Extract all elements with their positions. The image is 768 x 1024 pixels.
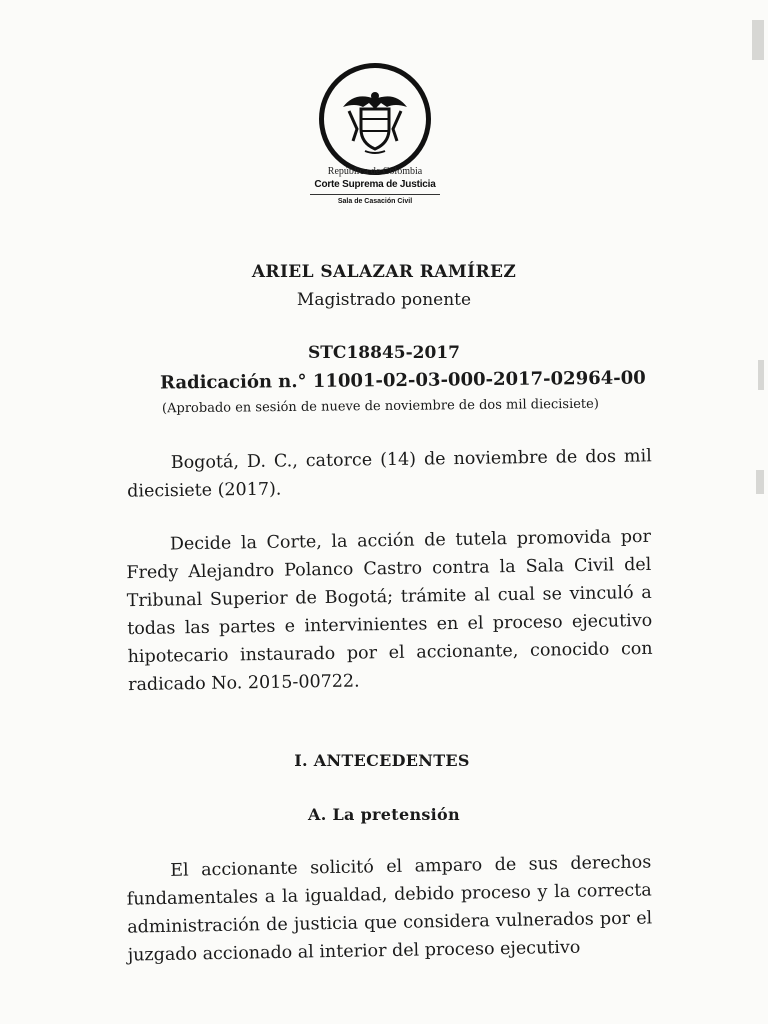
case-number: STC18845-2017 — [308, 343, 460, 363]
header-rule — [310, 194, 440, 195]
approval-note: (Aprobado en sesión de nueve de noviembre de dos mil diecisiete) — [161, 396, 599, 417]
scan-edge-artifact — [752, 20, 764, 60]
claim-paragraph — [126, 848, 653, 969]
magistrate-role: Magistrado ponente — [296, 290, 472, 310]
scan-edge-artifact — [756, 470, 764, 494]
section-heading-antecedentes: I. ANTECEDENTES — [294, 751, 470, 770]
date-text: Bogotá, D. C., catorce (14) de noviembre de dos mil diecisiete (2017). — [127, 446, 652, 502]
radicacion-number: Radicación n.° 11001-02-03-000-2017-02964-00 — [159, 367, 646, 394]
chamber-name: Sala de Casación Civil — [337, 198, 413, 205]
decision-text: Decide la Corte, la acción de tutela promovida por Fredy Alejandro Polanco Castro contra la Sala Civil del Tribunal Superior de Bogotá; trámite al cual se vinculó a todas las partes e intervinientes en el proceso ejecutivo hipotecario instaurado por el accionante, conocido con radicado No. 2015-00722. — [126, 526, 653, 696]
scan-edge-artifact — [758, 360, 764, 390]
subsection-heading-pretension: A. La pretensión — [308, 805, 460, 824]
court-header — [300, 166, 450, 205]
claim-text: El accionante solicitó el amparo de sus derechos fundamentales a la igualdad, debido proceso y la correcta administración de justicia que considera vulnerados por el juzgado accionado al interior del proceso ejecutivo — [126, 852, 653, 966]
decision-paragraph — [126, 523, 654, 699]
republic-label: República de Colombia — [327, 166, 423, 177]
coat-of-arms-seal-icon — [319, 63, 431, 175]
magistrate-name: ARIEL SALAZAR RAMÍREZ — [251, 262, 517, 282]
court-name: Corte Suprema de Justicia — [314, 179, 436, 190]
date-paragraph — [127, 442, 653, 505]
